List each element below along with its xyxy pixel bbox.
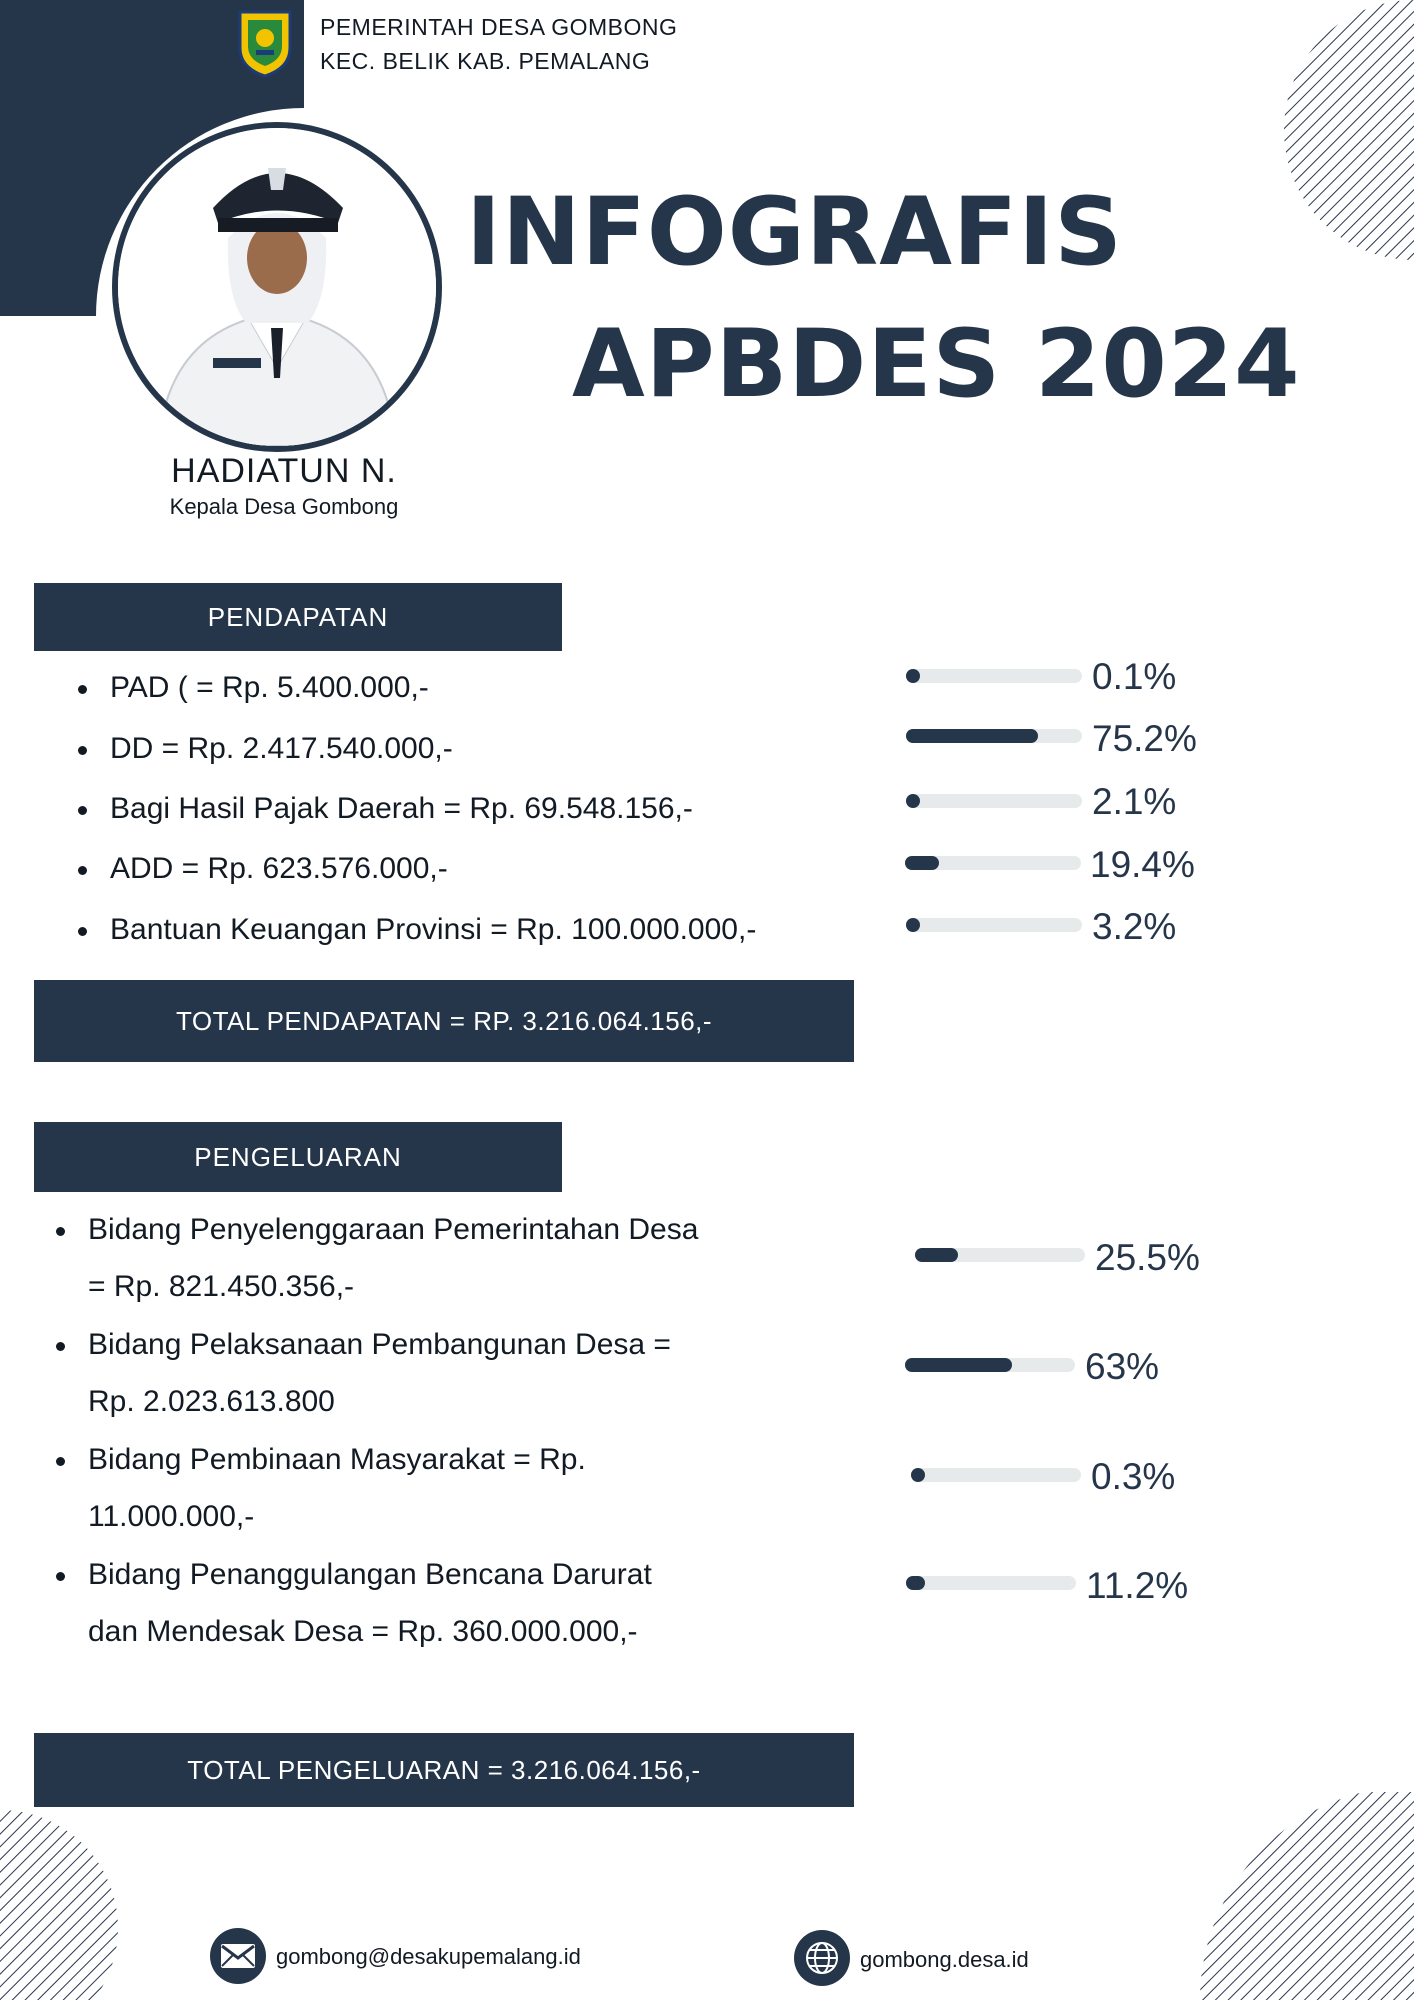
revenue-total: TOTAL PENDAPATAN = RP. 3.216.064.156,-	[34, 980, 854, 1062]
revenue-percent: 3.2%	[1092, 906, 1177, 947]
email-address[interactable]: gombong@desakupemalang.id	[276, 1944, 581, 1969]
revenue-progress-track	[906, 794, 1082, 808]
expenditure-percent: 0.3%	[1091, 1456, 1176, 1497]
website-address[interactable]: gombong.desa.id	[860, 1947, 1029, 1972]
regency-emblem-icon	[236, 8, 294, 78]
revenue-progress-fill	[906, 918, 920, 932]
expenditure-item: Bidang Penanggulangan Bencana Darurat dan Mendesak Desa = Rp. 360.000.000,-	[88, 1546, 708, 1660]
expenditure-progress-track	[911, 1468, 1081, 1482]
revenue-progress-fill	[906, 729, 1038, 743]
expenditure-progress-track	[905, 1358, 1075, 1372]
expenditure-progress-fill	[911, 1468, 925, 1482]
expenditure-progress-fill	[906, 1576, 925, 1590]
title-line-1: INFOGRAFIS	[466, 178, 1123, 287]
header-line-1: PEMERINTAH DESA GOMBONG	[320, 14, 678, 40]
revenue-progress-fill	[906, 794, 920, 808]
revenue-item: ADD = Rp. 623.576.000,-	[110, 840, 890, 897]
expenditure-percent: 63%	[1085, 1346, 1160, 1387]
government-header	[320, 10, 677, 78]
hatch-decoration-top-right	[1272, 0, 1414, 270]
hatch-decoration-bottom-left	[0, 1808, 118, 2000]
title-line-2: APBDES 2024	[572, 310, 1301, 419]
expenditure-section-header: PENGELUARAN	[34, 1122, 562, 1192]
expenditure-progress-track	[915, 1248, 1085, 1262]
revenue-progress-fill	[905, 856, 939, 870]
expenditure-progress-fill	[905, 1358, 1012, 1372]
revenue-item: Bantuan Keuangan Provinsi = Rp. 100.000.000,-	[110, 901, 890, 958]
revenue-item: Bagi Hasil Pajak Daerah = Rp. 69.548.156,-	[110, 780, 890, 837]
revenue-percent: 2.1%	[1092, 781, 1177, 822]
header-line-2: KEC. BELIK KAB. PEMALANG	[320, 48, 651, 74]
expenditure-percent: 25.5%	[1095, 1237, 1200, 1278]
expenditure-item: Bidang Penyelenggaraan Pemerintahan Desa = Rp. 821.450.356,-	[88, 1201, 708, 1315]
hatch-decoration-bottom-right	[1130, 1792, 1414, 2000]
revenue-progress-fill	[906, 669, 920, 683]
revenue-percent: 75.2%	[1092, 718, 1197, 759]
envelope-icon	[210, 1928, 266, 1984]
revenue-section-header: PENDAPATAN	[34, 583, 562, 651]
revenue-item: DD = Rp. 2.417.540.000,-	[110, 720, 890, 777]
globe-icon	[794, 1930, 850, 1986]
person-name: HADIATUN N.	[171, 452, 397, 490]
expenditure-total: TOTAL PENGELUARAN = 3.216.064.156,-	[34, 1733, 854, 1807]
expenditure-progress-fill	[915, 1248, 958, 1262]
expenditure-percent: 11.2%	[1086, 1565, 1189, 1606]
expenditure-item: Bidang Pembinaan Masyarakat = Rp. 11.000.000,-	[88, 1431, 708, 1545]
village-head-portrait	[112, 122, 442, 452]
revenue-percent: 0.1%	[1092, 656, 1177, 697]
person-role: Kepala Desa Gombong	[169, 494, 399, 519]
revenue-progress-track	[906, 918, 1082, 932]
expenditure-progress-track	[906, 1576, 1076, 1590]
revenue-item: PAD ( = Rp. 5.400.000,-	[110, 659, 890, 716]
revenue-progress-track	[906, 669, 1082, 683]
expenditure-item: Bidang Pelaksanaan Pembangunan Desa = Rp. 2.023.613.800	[88, 1316, 708, 1430]
revenue-progress-track	[905, 856, 1081, 870]
revenue-percent: 19.4%	[1090, 844, 1195, 885]
revenue-progress-track	[906, 729, 1082, 743]
